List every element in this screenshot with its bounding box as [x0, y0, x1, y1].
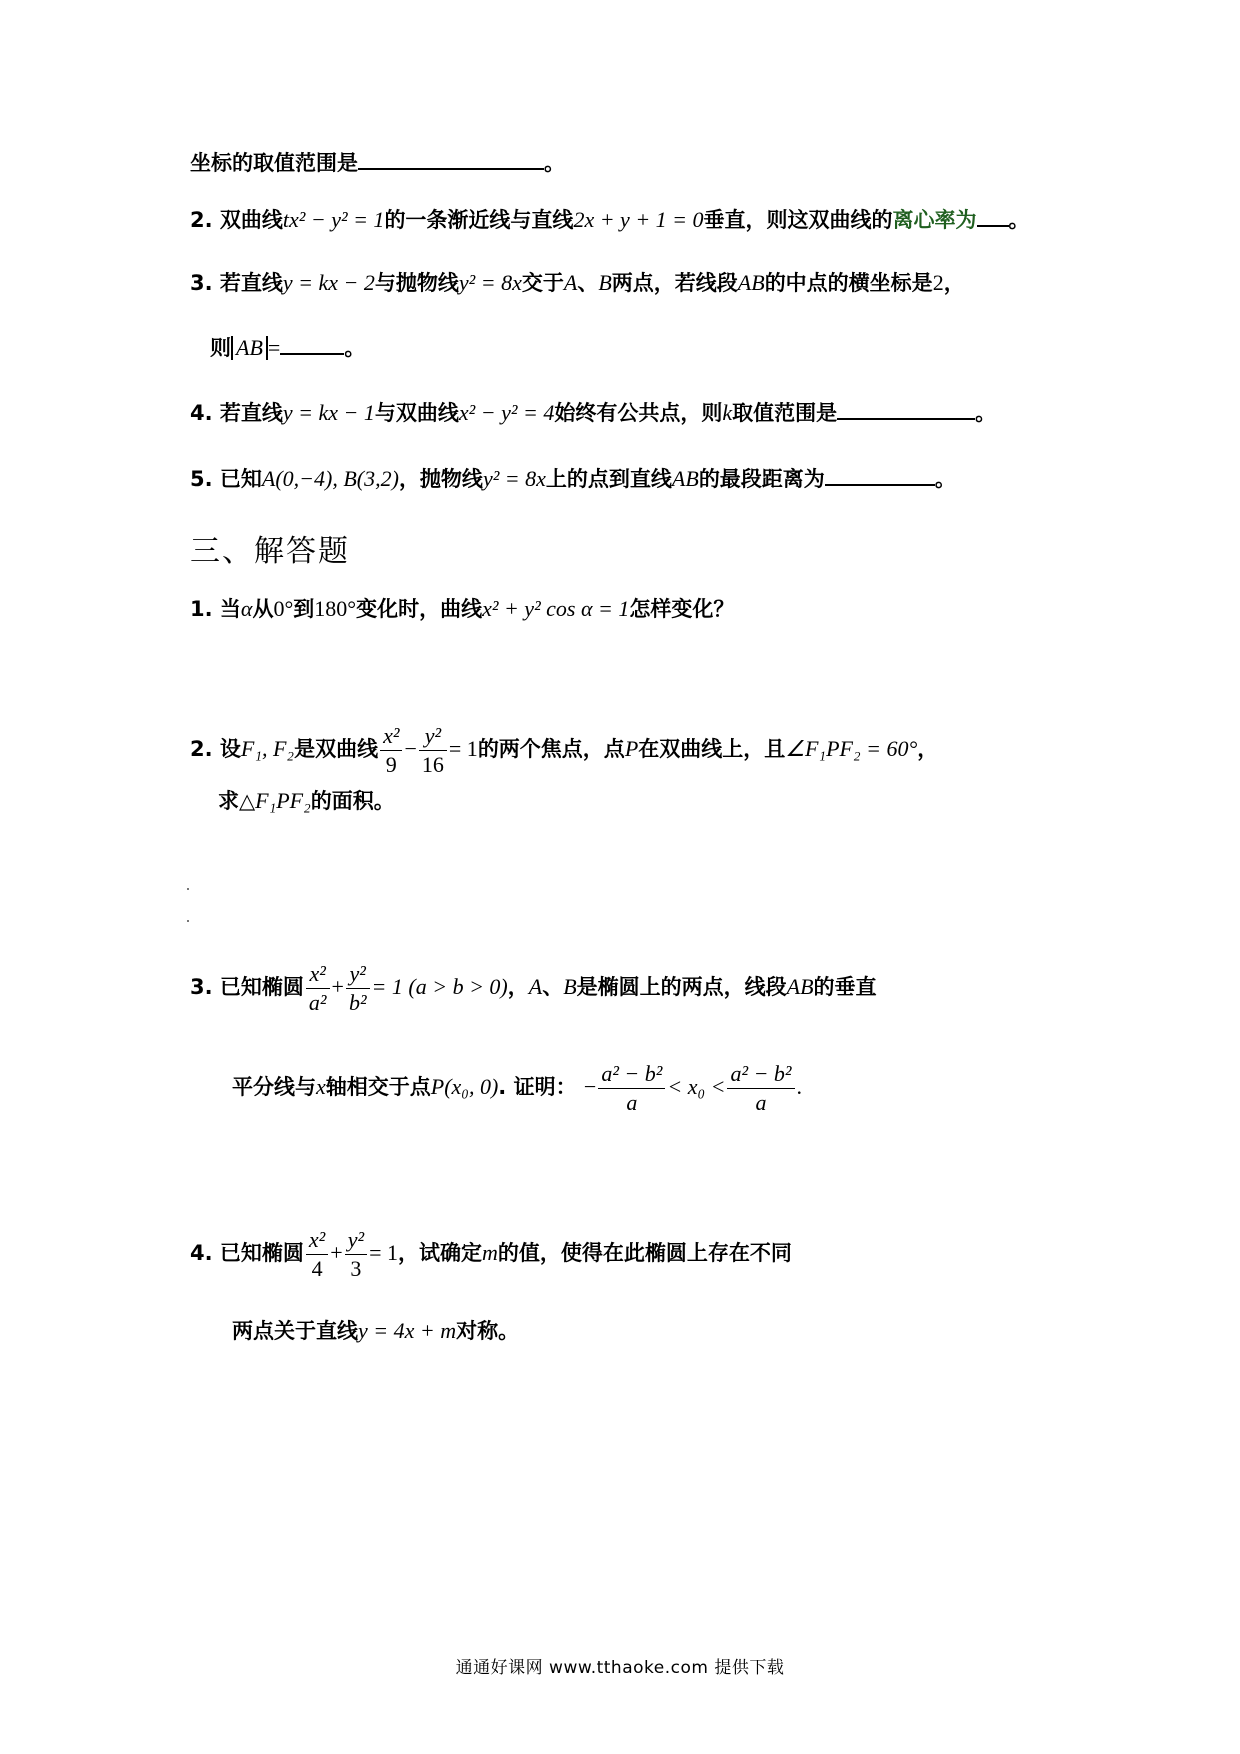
fraction	[380, 722, 402, 778]
question-text: 、	[577, 271, 599, 295]
math-expression: F₁PF₂	[255, 788, 311, 813]
question-number: 3.	[190, 271, 213, 295]
line-end: 。	[934, 467, 956, 491]
question-text: 上的点到直线	[545, 467, 672, 491]
fraction-numerator: y²	[419, 722, 447, 751]
question-text: 求△	[218, 789, 256, 813]
question-text: 的最段距离为	[698, 467, 825, 491]
question-text: 从	[252, 597, 274, 621]
section-title: 三、解答题	[190, 534, 350, 569]
math-expression: m	[482, 1240, 498, 1265]
scan-speck	[187, 920, 189, 922]
math-operator: −	[583, 1074, 597, 1099]
math-expression: A	[563, 270, 578, 295]
math-expression: = 1 (a > b > 0)	[371, 974, 508, 999]
question-text: 若直线	[219, 271, 283, 295]
math-expression: < x₀ <	[667, 1074, 726, 1099]
fraction-numerator: y²	[346, 960, 370, 989]
math-expression: 2x + y + 1 = 0	[573, 207, 704, 232]
question-text: 已知	[219, 467, 262, 491]
math-expression: B	[598, 270, 612, 295]
question-5-fill	[190, 466, 956, 490]
question-number: 4.	[190, 401, 213, 425]
question-text: 轴相交于点	[325, 1075, 431, 1099]
question-text: 已知椭圆	[219, 1241, 304, 1265]
math-expression: ∠F₁PF₂ = 60°	[785, 736, 918, 761]
fraction	[598, 1060, 665, 1116]
math-expression: y = kx − 2	[282, 270, 375, 295]
question-text: 对称。	[456, 1319, 520, 1343]
fraction-numerator: x²	[306, 960, 330, 989]
question-number: 3.	[190, 975, 213, 999]
question-text: 若直线	[219, 401, 283, 425]
fraction	[306, 960, 330, 1016]
question-text: 的值，使得在此椭圆上存在不同	[497, 1241, 792, 1265]
absolute-value: AB	[231, 336, 268, 360]
answer-question-4	[190, 1226, 792, 1282]
question-number: 2.	[190, 737, 213, 761]
question-text: 则	[210, 336, 231, 360]
question-text: 已知椭圆	[219, 975, 304, 999]
question-text: 与抛物线	[374, 271, 459, 295]
fraction-numerator: a² − b²	[727, 1060, 794, 1089]
math-expression: A	[528, 974, 543, 999]
question-text: ，	[507, 975, 529, 999]
question-text: 到	[293, 597, 315, 621]
question-3-fill-continuation	[210, 335, 365, 360]
answer-question-2	[190, 722, 938, 778]
question-2-fill	[190, 207, 1030, 231]
math-expression: = 1	[448, 736, 478, 761]
math-operator: +	[331, 974, 344, 999]
math-expression: = 1	[369, 1240, 398, 1265]
question-text: ，抛物线	[398, 467, 483, 491]
question-text: . 证明：	[498, 1075, 577, 1099]
question-4-fill	[190, 400, 996, 424]
answer-blank	[837, 400, 975, 420]
fraction	[346, 960, 370, 1016]
question-3-fill	[190, 272, 965, 294]
answer-question-3	[190, 960, 877, 1016]
fraction-numerator: a² − b²	[598, 1060, 665, 1089]
fraction-numerator: x²	[380, 722, 402, 751]
question-text: 怎样变化？	[629, 597, 735, 621]
fraction-numerator: y²	[345, 1226, 367, 1255]
fraction-denominator: a²	[308, 989, 327, 1015]
question-text: 、	[542, 975, 564, 999]
question-text: 在双曲线上，且	[638, 737, 786, 761]
scan-speck	[187, 888, 189, 890]
math-expression: P(x₀, 0)	[430, 1074, 499, 1099]
highlighted-text: 离心率为	[892, 208, 977, 232]
question-text: 的中点的横坐标是	[764, 271, 933, 295]
question-text: 两点关于直线	[232, 1319, 358, 1343]
page-footer: 通通好课网 www.tthaoke.com 提供下载	[455, 1658, 785, 1678]
math-expression: y = kx − 1	[282, 400, 375, 425]
math-expression: B	[563, 974, 577, 999]
fraction	[419, 722, 447, 778]
math-expression: y² = 8x	[458, 270, 522, 295]
fraction	[727, 1060, 794, 1116]
math-expression: AB	[737, 270, 765, 295]
answer-question-4-continuation	[232, 1320, 519, 1342]
line-end: 。	[344, 336, 366, 360]
fraction	[306, 1226, 328, 1282]
answer-blank	[280, 335, 344, 355]
question-text: 取值范围是	[732, 401, 838, 425]
fill-blank-line-continuation	[190, 150, 565, 174]
question-text: 的两个焦点，点	[477, 737, 625, 761]
math-expression: AB	[786, 974, 814, 999]
question-text: 当	[219, 597, 241, 621]
question-text: 是双曲线	[294, 737, 379, 761]
question-text: 的面积。	[310, 789, 395, 813]
question-text: ，试确定	[398, 1241, 482, 1265]
fraction-denominator: b²	[348, 989, 367, 1015]
question-text: ，	[917, 737, 939, 761]
math-expression: x² − y² = 4	[458, 400, 555, 425]
question-text: 是椭圆上的两点，线段	[576, 975, 787, 999]
math-expression: k	[722, 400, 733, 425]
question-number: 2.	[190, 208, 213, 232]
math-expression: 2	[932, 270, 944, 295]
answer-blank	[825, 466, 935, 486]
question-text: 与双曲线	[374, 401, 459, 425]
math-expression: =	[267, 335, 281, 360]
fraction-denominator: a	[755, 1089, 767, 1115]
answer-question-3-continuation	[232, 1060, 802, 1116]
math-expression: F₁, F₂	[240, 736, 295, 761]
answer-blank	[358, 150, 544, 170]
math-expression: x	[316, 1074, 326, 1099]
math-expression: P	[624, 736, 639, 761]
question-text: 垂直，则这双曲线的	[703, 208, 893, 232]
math-expression: A(0,−4), B(3,2)	[261, 466, 399, 491]
fraction-denominator: 4	[311, 1255, 323, 1281]
question-number: 1.	[190, 597, 213, 621]
line-text: 坐标的取值范围是	[190, 151, 358, 175]
question-text: 变化时，曲线	[356, 597, 483, 621]
fraction-denominator: 3	[350, 1255, 362, 1281]
question-text: 双曲线	[219, 208, 283, 232]
question-text: ，	[943, 271, 965, 295]
line-end: 。	[544, 151, 565, 175]
math-expression: AB	[671, 466, 699, 491]
question-text: 交于	[521, 271, 564, 295]
line-end: 。	[1008, 208, 1030, 232]
line-end: 。	[975, 401, 997, 425]
fraction-numerator: x²	[306, 1226, 328, 1255]
math-expression: y = 4x + m	[358, 1318, 457, 1343]
math-operator: −	[404, 736, 417, 761]
fraction-denominator: 9	[385, 751, 397, 777]
math-expression: x² + y² cos α = 1	[482, 596, 630, 621]
question-text: 的一条渐近线与直线	[384, 208, 574, 232]
question-text: 设	[219, 737, 241, 761]
math-expression: 180°	[314, 596, 357, 621]
math-expression: tx² − y² = 1	[282, 207, 385, 232]
question-text: 始终有公共点，则	[554, 401, 723, 425]
question-text: 两点，若线段	[611, 271, 738, 295]
fraction-denominator: 16	[421, 751, 444, 777]
answer-question-1	[190, 598, 734, 620]
question-text: 平分线与	[232, 1075, 316, 1099]
fraction-denominator: a	[626, 1089, 638, 1115]
math-expression: 0°	[273, 596, 294, 621]
question-number: 4.	[190, 1241, 213, 1265]
math-expression: .	[796, 1074, 803, 1099]
question-text: 的垂直	[813, 975, 877, 999]
question-number: 5.	[190, 467, 213, 491]
math-expression: y² = 8x	[482, 466, 546, 491]
fraction	[345, 1226, 367, 1282]
math-operator: +	[330, 1240, 343, 1265]
answer-question-2-continuation	[218, 790, 395, 812]
math-expression: α	[240, 596, 253, 621]
answer-blank	[977, 207, 1009, 227]
